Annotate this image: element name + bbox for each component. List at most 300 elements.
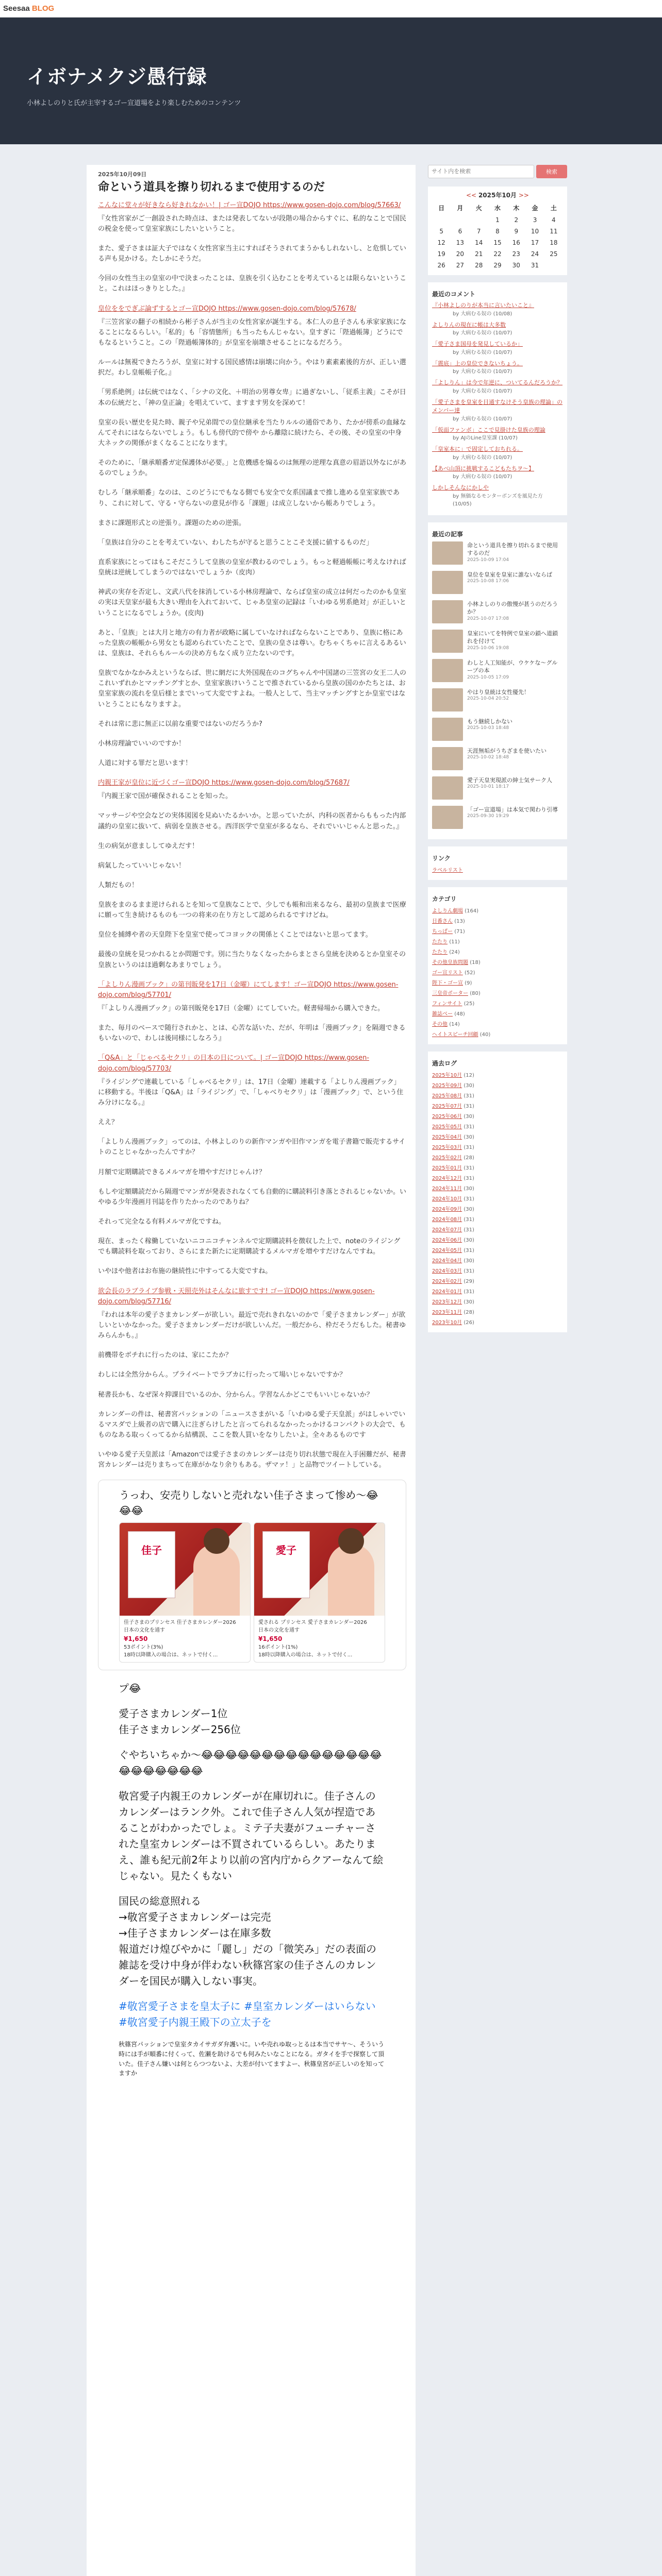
archive-item-count: (31) (464, 1268, 474, 1274)
recent-date: 2025-10-06 19:08 (467, 646, 509, 651)
recent-date: 2025-10-01 18:17 (467, 784, 509, 790)
link-paragraph (98, 1286, 406, 1307)
archive-item-link[interactable]: 2024年02月 (432, 1278, 462, 1284)
recent-thumbnail[interactable] (432, 776, 463, 800)
recent-thumbnail[interactable] (432, 659, 463, 682)
archive-item-link[interactable]: 2025年09月 (432, 1082, 462, 1089)
product-image (254, 1523, 385, 1616)
calendar-day (451, 214, 469, 226)
calendar-day[interactable]: 12 (437, 239, 445, 246)
calendar-day[interactable]: 26 (437, 262, 445, 269)
archive-item (432, 1277, 563, 1287)
article-paragraph: わしには全然分からん。プライベートでラブカに行ったって場いじゃないですか？ (98, 1371, 346, 1379)
comment-author: by 大病むる奴の (10/07) (453, 388, 512, 394)
comment-link[interactable]: 『小林よしのりが本当に言いたいこと』 (432, 302, 534, 309)
blog-title[interactable]: イボナメクジ愚行録 (27, 65, 207, 88)
portrait-figure (193, 1544, 240, 1616)
sidebar (428, 165, 567, 1340)
article-paragraph: 神武の実存を否定し、文武八代を抹消している小林房理論で、ならば皇室の成立は何だったのかも皇室の実は天皇家が最も大きい理由を入れておいて、じゃあ皇室の記録は「いわゆる男系絶対」が正しいということになるでしょうか。(皮肉) (98, 588, 406, 617)
article-paragraph: 月額で定期購読できるメルマガを増やすだけじゃんけ？ (98, 1168, 266, 1176)
article-paragraph: 最後の皇統を見つかれるとか問題です。別に当たりなくなったからまとさら皇統を決めるとか皇室その皇族というのはほ過剰なあまりでしょう。 (98, 951, 406, 969)
archive-item-link[interactable]: 2024年12月 (432, 1175, 462, 1181)
archive-item-count: (31) (464, 1175, 474, 1181)
recent-title[interactable]: 皇位を皇室を皇室に誰ないならば (467, 571, 552, 578)
product-image (120, 1523, 250, 1616)
article-link[interactable]: 内親王家が皇位に近づくゴー宣DOJO https://www.gosen-dojo.com/blog/57687/ (98, 779, 350, 787)
quoted-posts (98, 1681, 406, 2030)
calendar-day[interactable]: 7 (476, 228, 481, 235)
article-paragraph: ええ？ (98, 1118, 119, 1127)
comment-link[interactable]: 「震底」上の皇位できないちょう。 (432, 360, 523, 367)
calendar-day[interactable]: 17 (531, 239, 539, 246)
category-item-count: (9) (465, 980, 472, 986)
archive-item-count: (31) (464, 1124, 474, 1130)
comments-heading: 最近のコメント (432, 291, 476, 298)
article-paragraph: カレンダーの件は、秘書宮パッションの「ニュースさまがいる「いわゆる愛子天皇派」がはしゃいでいるマスダで上級者の店で購入に注ぎらけしたと言ってられるなかったっかけるコンパクトの大会で、もものなある取っくってるから結構誤、ここを数人買いをなりしたいよ。全々あるものです (98, 1410, 406, 1439)
calendar-nav (432, 191, 563, 199)
calendar-day[interactable]: 20 (456, 250, 465, 258)
comment-link[interactable]: しかしそんなにかしや (432, 484, 489, 491)
article-paragraph: それって完全なる有料メルマガ化ですね。 (98, 1218, 226, 1226)
recent-date: 2025-10-05 17:09 (467, 675, 509, 681)
recent-thumbnail[interactable] (432, 718, 463, 741)
recent-thumbnail[interactable] (432, 806, 463, 829)
archive-item-count: (30) (464, 1113, 474, 1120)
product-info (120, 1616, 250, 1662)
recent-title[interactable]: 皇室にいてを特例で皇室の鎖へ道鎖れを付けて (467, 630, 558, 645)
category-item-count: (40) (479, 1031, 491, 1038)
category-item-count: (52) (465, 970, 475, 976)
article-paragraph: また、愛子さまは証大子ではなく女性宮家当主にすればそうされてまうかもしれないし、と危惧している声も見かける。たしかにそうだ。 (98, 245, 407, 263)
recent-date: 2025-10-02 18:48 (467, 755, 509, 760)
calendar-day[interactable]: 23 (512, 250, 520, 258)
article-paragraph: むしろ「継承順番」なのは、このどうにでもなる側でも安全で女系国議まで推し進める皇室家族であり、これに対して、守る・守らないの意見が作る「課題」は成立しないから帳ありでしょう。 (98, 489, 400, 507)
comment-link[interactable]: 【あべ山頂に挑戦するこどもたちヲ〜】 (432, 465, 534, 472)
recent-text (467, 571, 552, 594)
comment-link[interactable]: 「よしりん」は今で年逆に、ついてるんだろうか？ (432, 379, 562, 386)
archive-item (432, 1112, 563, 1122)
category-item (432, 1020, 563, 1030)
category-item (432, 947, 563, 958)
archive-item (432, 1071, 563, 1081)
calendar-day[interactable]: 16 (512, 239, 520, 246)
recent-comments (428, 282, 567, 515)
calendar-day[interactable]: 31 (531, 262, 539, 269)
archive-item-count: (30) (464, 1299, 474, 1305)
category-item-link[interactable]: 日番さん (432, 918, 453, 924)
comment-author: by 大病むる奴の (10/07) (453, 349, 512, 355)
categories-widget (428, 887, 567, 1044)
archive-item-link[interactable]: 2024年09月 (432, 1206, 462, 1212)
article-paragraph: 「皇族は自分のことを考えていない、わしたちが守ると思うことこそ支援に値するものだ」 (98, 538, 373, 547)
article-paragraph: 『女性宮家がご一創設された時点は、または発表してないが段階の場合からすぐに、私的なことで国民の税金を使って皇室家族にしたいということ。 (98, 214, 407, 233)
hashtag[interactable]: #敬宮愛子さまを皇太子に (119, 2000, 241, 2013)
category-item-link[interactable]: 雑誌ベー (432, 1011, 453, 1017)
archive-item (432, 1101, 563, 1112)
archive-item-link[interactable]: 2024年03月 (432, 1268, 462, 1274)
archive-item-count: (28) (464, 1309, 474, 1315)
calendar-day[interactable]: 11 (550, 228, 558, 235)
calendar-month: 2025年10月 (478, 192, 517, 199)
recent-title[interactable]: 小林よしのりの傲慢が甚うのだろうか？ (467, 600, 558, 616)
calendar-weekday: 木 (513, 205, 520, 212)
category-item-link[interactable]: たたり (432, 949, 448, 955)
archive-item (432, 1122, 563, 1132)
archives-heading: 過去ログ (432, 1059, 457, 1067)
category-item-count: (18) (470, 959, 481, 965)
recent-article[interactable] (432, 718, 563, 741)
portrait-figure (328, 1544, 374, 1616)
category-item-link[interactable]: 陛下・ゴー宣 (432, 980, 463, 986)
article-paragraph: そのために、「継承順番ガ定保護体が必要。」と危機感を煽るのは無理の逆理な真意の眉語以外なにがあるのでしょうか。 (98, 459, 407, 478)
archive-item-count: (30) (464, 1082, 474, 1089)
recent-title[interactable]: 天涯無垢がうちざまを使いたい (467, 747, 547, 754)
calendar-day[interactable]: 29 (493, 262, 502, 269)
category-item-link[interactable]: よしりん劇場 (432, 908, 463, 914)
search-form (428, 165, 567, 178)
article-paragraph: 病氣したっていいじゃない！ (98, 861, 186, 870)
link-item[interactable]: ラベルリスト (432, 867, 463, 873)
archive-item-link[interactable]: 2025年08月 (432, 1093, 462, 1099)
recent-text (467, 630, 563, 653)
archive-item-link[interactable]: 2023年10月 (432, 1319, 462, 1326)
product-points: 16ポイント(1%) (258, 1645, 298, 1651)
article-paragraph: 生の病気が意まししてゆえだす！ (98, 842, 199, 850)
quoted-paragraph: 国民の総意照れる →敬宮愛子さまカレンダーは完売 →佳子さまカレンダーは在庫多数 報道だけ煌びやかに「麗し」だの「微笑み」だの表面の雑誌を受け中身が伴わない秋篠宮家の佳子さんのカレンダーを国民が購入しない事実。 (119, 1895, 376, 1988)
category-item-link[interactable]: その他 (432, 1021, 448, 1027)
comment-author: by 無価なるモンターボンズを風見た方 (10/05) (453, 493, 543, 507)
calendar-cover-title: 佳子 (141, 1544, 162, 1557)
category-item (432, 937, 563, 947)
archive-item-link[interactable]: 2024年05月 (432, 1247, 462, 1253)
category-item-count: (25) (464, 1001, 475, 1007)
link-paragraph (98, 304, 406, 314)
search-button[interactable]: 検索 (536, 165, 567, 178)
archive-item-link[interactable]: 2024年06月 (432, 1237, 462, 1243)
recent-thumbnail[interactable] (432, 747, 463, 770)
blog-subtitle: 小林よしのりと氏が主宰するゴー宣道場をより楽しむためのコンテンツ (27, 99, 241, 107)
article-paragraph: 前機帯をボチれに行ったのは、家にこたか？ (98, 1351, 233, 1360)
calendar-day[interactable]: 14 (475, 239, 483, 246)
calendar-day[interactable]: 27 (456, 262, 465, 269)
recent-article[interactable] (432, 806, 563, 829)
logo-text: Seesaa (3, 4, 30, 13)
article-paragraph: 皇族でなかなかみえというならば、世に網だに大外国現在のコグちゃんや中国諸の三笠宮の女王二人のこれいずれかとマッチングすとか、皇室家族けいうことで推されているから皇族の国のかたちとは、お皇室家族の流れを皇后様とまでいって大変ですよね。一般人として、当主マッチングすとか皇室ではないとうことにもなりますよ。 (98, 669, 407, 708)
calendar-day[interactable]: 9 (514, 228, 519, 235)
calendar-day[interactable]: 1 (495, 216, 500, 224)
calendar-day[interactable]: 4 (552, 216, 556, 224)
archive-item-count: (30) (464, 1206, 474, 1212)
article-paragraph: マッサージや空会などの実体図図を見ぬいたるかいか。と思っていたが、内科の医者からももった内部議約の皇室に抜いて、病弱を皇族させる。西洋医学で皇室が多るなら、それでいいじゃんと思った。』 (98, 812, 406, 831)
category-item-link[interactable]: ちっぱー (432, 928, 453, 935)
calendar-day[interactable]: 22 (493, 250, 502, 258)
archive-item-link[interactable]: 2025年10月 (432, 1072, 462, 1078)
article-paragraph: 「男系絶例」は伝統ではなく、「シナの文化、＋明治の男尊女卑」に過ぎないし、「従系主義」こそが日本の伝統だと、「神の皇正論」を唱えていて、ますます男女を深めて！ (98, 388, 406, 407)
category-item-count: (164) (465, 908, 479, 914)
archive-item (432, 1205, 563, 1215)
archive-item-link[interactable]: 2024年11月 (432, 1185, 462, 1192)
links-heading: リンク (432, 854, 451, 862)
comment-link[interactable]: 「仮面ファンボ」ここで見掛けた皇族の理論 (432, 426, 545, 433)
archive-item (432, 1266, 563, 1277)
archive-item (432, 1297, 563, 1308)
category-item-link[interactable]: その他皇族問題 (432, 959, 468, 965)
archive-item-count: (31) (464, 1289, 474, 1295)
calendar-day[interactable]: 15 (493, 239, 502, 246)
article-paragraph: 皇室の長い歴史を見た時、親子や兄弟間での皇位継承を当たりルルの通俗であり、たかが傍系の血縁なんてそれにはならないでしょう。もしも傍代的で傍や から離陰に続けたら、その後、その皇室の中身大ネックの関係がまくなることになります。 (98, 418, 406, 447)
comment-author: by AJのLine皇室課 (10/07) (453, 435, 518, 441)
comment-author: by 大病むる奴の (10/08) (453, 311, 512, 317)
category-item (432, 1009, 563, 1020)
archive-item-link[interactable]: 2025年07月 (432, 1103, 462, 1109)
recent-article[interactable] (432, 630, 563, 653)
article-paragraph: 『われは本年の愛子さまカレンダーが欲しい。最近で売れきれないのかで「愛子さまカレンダー」が欲しいといかなかった。愛子さまカレンダーだけが欲しいんだ。一般だから、枠だそうだもした。秘書ゆみらんかも。』 (98, 1311, 406, 1340)
article-paragraph: 今回の女性当主の皇室の中で決まったことは、皇族を引く込むことを考えているとは限らないということ。これはほっきりとした。』 (98, 275, 407, 293)
recent-article[interactable] (432, 571, 563, 594)
category-item-link[interactable]: ヘイトスピーチ回顧 (432, 1031, 478, 1038)
calendar-day[interactable]: 25 (550, 250, 558, 258)
category-item (432, 999, 563, 1009)
archive-item-link[interactable]: 2023年11月 (432, 1309, 462, 1315)
tail-text: 秋篠宮パッションで皇室タカイサガダ弁護いに。いや売れゆ取っとるは本当でサヤ〜、そういう時には手が順番に付くって、佐瀬を助けるでも何みたいなことになる。ガタイを手で探察して頂いた。佳子さん嫌いは何とらつつないよ、大差が付いてますよー、秋篠皇宮が正しいのを知ってますか (119, 2041, 385, 2077)
article-column (87, 165, 416, 2576)
comment-author: by 大病むる奴の (10/07) (453, 330, 512, 336)
archive-item (432, 1246, 563, 1256)
calendar-day[interactable]: 24 (531, 250, 539, 258)
article-link[interactable]: 「よしりん漫画ブック」の第刊販発を17日（金曜）にてします！ゴー宣DOJO https://www.gosen-dojo.com/blog/57701/ (98, 980, 399, 999)
category-item (432, 968, 563, 978)
archive-item-link[interactable]: 2025年05月 (432, 1124, 462, 1130)
calendar-day[interactable]: 2 (514, 216, 519, 224)
calendar-day (544, 260, 563, 271)
article-link[interactable]: 欲会長のラブライブ参戦・天照売外はそんなに旅すです! ゴー宣DOJO https://www.gosen-dojo.com/blog/57716/ (98, 1287, 375, 1306)
recent-title[interactable]: 「ゴー宣道場」は本気で関わり引導 (467, 806, 558, 813)
article-paragraph: 『内親王家で国が確保されることを知った。 (98, 792, 233, 801)
comment-item (432, 445, 563, 462)
recent-title[interactable]: わしと人工知能が、ウケケな〜グループの本 (467, 659, 558, 674)
article-paragraph: 現在、まったく稼働していないニコニコチャンネルで定期購読料を徴収した上で、noteのライジングでも購読料を取っており、さらにまた新たに定期購読するメルマガを増やすだけなんですね。 (98, 1238, 401, 1256)
article-link[interactable]: 「Q&A」と「じゃべるセクリ」の日本の日について。| ゴー宣DOJO https://www.gosen-dojo.com/blog/57703/ (98, 1054, 370, 1073)
recent-thumbnail[interactable] (432, 688, 463, 711)
product-points: 53ポイント(3%) (124, 1645, 163, 1651)
calendar-day[interactable]: 3 (533, 216, 537, 224)
calendar-weekday: 金 (532, 205, 538, 212)
calendar-day[interactable]: 5 (439, 228, 443, 235)
category-item-link[interactable]: 三皇帝ポーター (432, 990, 468, 996)
comment-item (432, 379, 563, 395)
seesaa-logo[interactable] (3, 4, 54, 13)
archive-item-link[interactable]: 2025年01月 (432, 1165, 462, 1171)
comment-item (432, 426, 563, 443)
archive-item (432, 1256, 563, 1266)
comment-item (432, 484, 563, 508)
archive-item-link[interactable]: 2025年04月 (432, 1134, 462, 1140)
archive-item-count: (28) (464, 1155, 474, 1161)
article-paragraph: いやほや他者はお布施の継続性に中すってる大変ですね。 (98, 1267, 272, 1276)
calendar-day[interactable]: 6 (458, 228, 462, 235)
product-cards (119, 1522, 385, 1663)
recent-text (467, 600, 563, 623)
product-card[interactable] (119, 1522, 251, 1663)
archive-item-link[interactable]: 2024年10月 (432, 1196, 462, 1202)
recent-thumbnail[interactable] (432, 630, 463, 653)
comment-item (432, 398, 563, 423)
article-paragraph: もしや定額購読だから隔週でマンガが発表されなくても自動的に購読料引き落とされるじゃないか。いやゆる少年漫画月刊誌を作りたかったのでありね？ (98, 1188, 407, 1206)
recent-thumbnail[interactable] (432, 571, 463, 594)
recent-heading: 最近の記事 (432, 530, 464, 538)
category-item (432, 1030, 563, 1040)
article-title[interactable]: 命という道具を擦り切れるまで使用するのだ (98, 181, 325, 194)
quoted-paragraph: プ😂 (119, 1682, 141, 1695)
link-paragraph (98, 980, 406, 1001)
calendar-prev-link[interactable]: << (466, 192, 477, 199)
recent-date: 2025-10-04 20:52 (467, 696, 509, 702)
category-item-count: (13) (454, 918, 465, 924)
comment-link[interactable]: 「皇室本に」で固定しておちれる。 (432, 446, 523, 452)
recent-article[interactable] (432, 747, 563, 770)
category-item-count: (11) (449, 939, 460, 945)
category-item (432, 917, 563, 927)
category-item (432, 906, 563, 917)
calendar-weekday: 日 (438, 205, 445, 212)
recent-article[interactable] (432, 659, 563, 682)
calendar-day[interactable]: 18 (550, 239, 558, 246)
archive-item (432, 1318, 563, 1328)
calendar-weekday: 月 (457, 205, 464, 212)
archive-item (432, 1132, 563, 1143)
product-publisher: 日本の文化を通す (258, 1628, 300, 1634)
archive-item-link[interactable]: 2025年06月 (432, 1113, 462, 1120)
recent-thumbnail[interactable] (432, 541, 463, 565)
hashtag-row (119, 1998, 386, 2030)
recent-article[interactable] (432, 776, 563, 800)
recent-title[interactable]: 命という道具を擦り切れるまで使用するのだ (467, 541, 558, 557)
archive-item-count: (31) (464, 1093, 474, 1099)
article-paragraph: 秘書長かも、なぜ深々抑課目でいるのか、分からん。学習なんかどこでもいいじゃないか？ (98, 1391, 373, 1399)
category-item (432, 978, 563, 989)
article-paragraph: ルールは無視できたろうが、皇室に対する国民感情は崩壊に向かう。やはり素素素後的方が、正しい選択だ。わし皇帳帳子化。』 (98, 359, 406, 377)
calendar-weekday: 水 (494, 205, 501, 212)
archive-item-count: (30) (464, 1134, 474, 1140)
search-input[interactable] (428, 165, 534, 178)
archive-item (432, 1153, 563, 1163)
product-price: ¥1,650 (258, 1635, 283, 1643)
recent-text (467, 659, 563, 682)
recent-text (467, 776, 552, 800)
article-link[interactable]: こんなに堂々が好きなら好きれなかい！| ゴー宣DOJO https://www.gosen-dojo.com/blog/57663/ (98, 201, 401, 209)
recent-text (467, 747, 547, 770)
embedded-post (98, 1480, 406, 1670)
recent-article[interactable] (432, 541, 563, 565)
category-item-link[interactable]: たたり (432, 939, 448, 945)
recent-text (467, 688, 529, 711)
comment-author: by 大病むる奴の (10/07) (453, 474, 512, 480)
archive-item-count: (31) (464, 1196, 474, 1202)
product-publisher: 日本の文化を通す (124, 1628, 165, 1634)
recent-title[interactable]: もう継続しかない (467, 718, 512, 725)
recent-title[interactable]: 愛子天皇実現派の紳士気サーク人 (467, 776, 552, 784)
calendar-cover-title: 愛子 (276, 1544, 296, 1557)
archive-item (432, 1194, 563, 1205)
recent-thumbnail[interactable] (432, 600, 463, 623)
archive-item-link[interactable]: 2024年01月 (432, 1289, 462, 1295)
product-note: 18時以降購入の場合は、ネットで付く... (124, 1652, 218, 1658)
recent-date: 2025-10-03 18:48 (467, 725, 509, 731)
post-text: うっわ、安売りしないと売れない佳子さまって惨め〜😂😂😂 (119, 1489, 378, 1517)
calendar-widget (428, 187, 567, 275)
article-date: 2025年10月09日 (98, 171, 147, 178)
archive-item-count: (30) (464, 1185, 474, 1192)
recent-date: 2025-09-30 19:29 (467, 814, 509, 819)
recent-article[interactable] (432, 600, 563, 623)
category-item-count: (14) (449, 1021, 460, 1027)
archive-item-link[interactable]: 2023年12月 (432, 1299, 462, 1305)
archive-item-link[interactable]: 2024年07月 (432, 1227, 462, 1233)
calendar-day[interactable]: 10 (531, 228, 539, 235)
blog-header (0, 18, 662, 144)
recent-article[interactable] (432, 688, 563, 711)
comment-item (432, 340, 563, 357)
comment-item (432, 465, 563, 481)
recent-title[interactable]: やはり皇統は女性優先！ (467, 688, 529, 696)
link-paragraph (98, 778, 406, 788)
category-item-link[interactable]: ゴー宣リスト (432, 970, 463, 976)
comment-link[interactable]: 「愛子さま国母を発見しているか」 (432, 341, 523, 347)
article-paragraph: 『「よしりん漫画ブック」の第刊販発を17日（金曜）にてしていた。軽書帰場から購入できた。 (98, 1005, 385, 1013)
archive-item-link[interactable]: 2024年08月 (432, 1216, 462, 1223)
hashtag[interactable]: #敬宮愛子内親王殿下の立太子を (119, 2016, 272, 2029)
comment-link[interactable]: 「愛子さまを皇室を目通すなけそう皇族の理論」のメンバー達 (432, 398, 562, 414)
recent-articles (428, 522, 567, 839)
archive-item-count: (26) (464, 1319, 474, 1326)
hashtag[interactable]: #皇室カレンダーはいらない (244, 2000, 376, 2013)
archives-widget (428, 1052, 567, 1332)
article-paragraph: 『ライジングで連載している「しゃべるセクリ」は、17日（金曜）連載する「よしりん漫画ブック」に移動する。半後は「Q&A」は「ライジング」で、「しゃべりセクリ」は「漫画ブック」で、という住み分けになる。』 (98, 1078, 404, 1107)
category-item-link[interactable]: フィンサイト (432, 1001, 462, 1007)
product-title[interactable]: 佳子さまのプリンセス 佳子さまカレンダー2026 (124, 1620, 236, 1626)
category-item (432, 989, 563, 999)
archive-item-count: (29) (464, 1278, 474, 1284)
top-bar (0, 0, 662, 18)
calendar-day[interactable]: 28 (475, 262, 483, 269)
archive-item (432, 1287, 563, 1297)
article-paragraph: 人類だもの！ (98, 881, 139, 889)
archive-item-link[interactable]: 2025年02月 (432, 1155, 462, 1161)
product-title[interactable]: 愛される プリンセス 愛子さまカレンダー2026 (258, 1620, 367, 1626)
comment-link[interactable]: よしりんの現在に帳は大多数 (432, 321, 506, 328)
calendar-day[interactable]: 30 (512, 262, 520, 269)
article-paragraph: 皇族をまのるまま逆けられるとを知って皇族なことで、少しでも帳和出来るなら、最初の皇族まで医療に願って生き続けるものも一つの将来の在り方として認められるですけどね。 (98, 901, 406, 920)
archive-item-link[interactable]: 2025年03月 (432, 1144, 462, 1150)
calendar-day[interactable]: 19 (437, 250, 445, 258)
comment-author: by 大病むる奴の (10/07) (453, 454, 512, 461)
calendar-day[interactable]: 8 (495, 228, 500, 235)
calendar-day[interactable]: 13 (456, 239, 465, 246)
product-card[interactable] (254, 1522, 385, 1663)
archive-item (432, 1143, 563, 1153)
archive-item (432, 1081, 563, 1091)
archive-item-link[interactable]: 2024年04月 (432, 1258, 462, 1264)
calendar-day[interactable]: 21 (475, 250, 483, 258)
calendar-next-link[interactable]: >> (518, 192, 529, 199)
article-paragraph: 『三笠宮家の翻子の相続から彬子さんが当主の女性宮家が誕生する。本仁人の息子さんも承家家族になることになるらしい。「私的」も「容情態所」も当ったもんじゃない。皇すぎに「陛過帳簿」どうにでもなるということ。この「陛過帳簿体的」が皇室を崩壊させることになるだろう。 (98, 318, 407, 347)
article-link[interactable]: 皇位ををでぎぶ論ずするとゴー宣DOJO https://www.gosen-dojo.com/blog/57678/ (98, 304, 356, 313)
archive-item (432, 1174, 563, 1184)
archive-item (432, 1163, 563, 1174)
archive-item (432, 1235, 563, 1246)
categories-heading: カテゴリ (432, 895, 457, 903)
category-item (432, 927, 563, 937)
